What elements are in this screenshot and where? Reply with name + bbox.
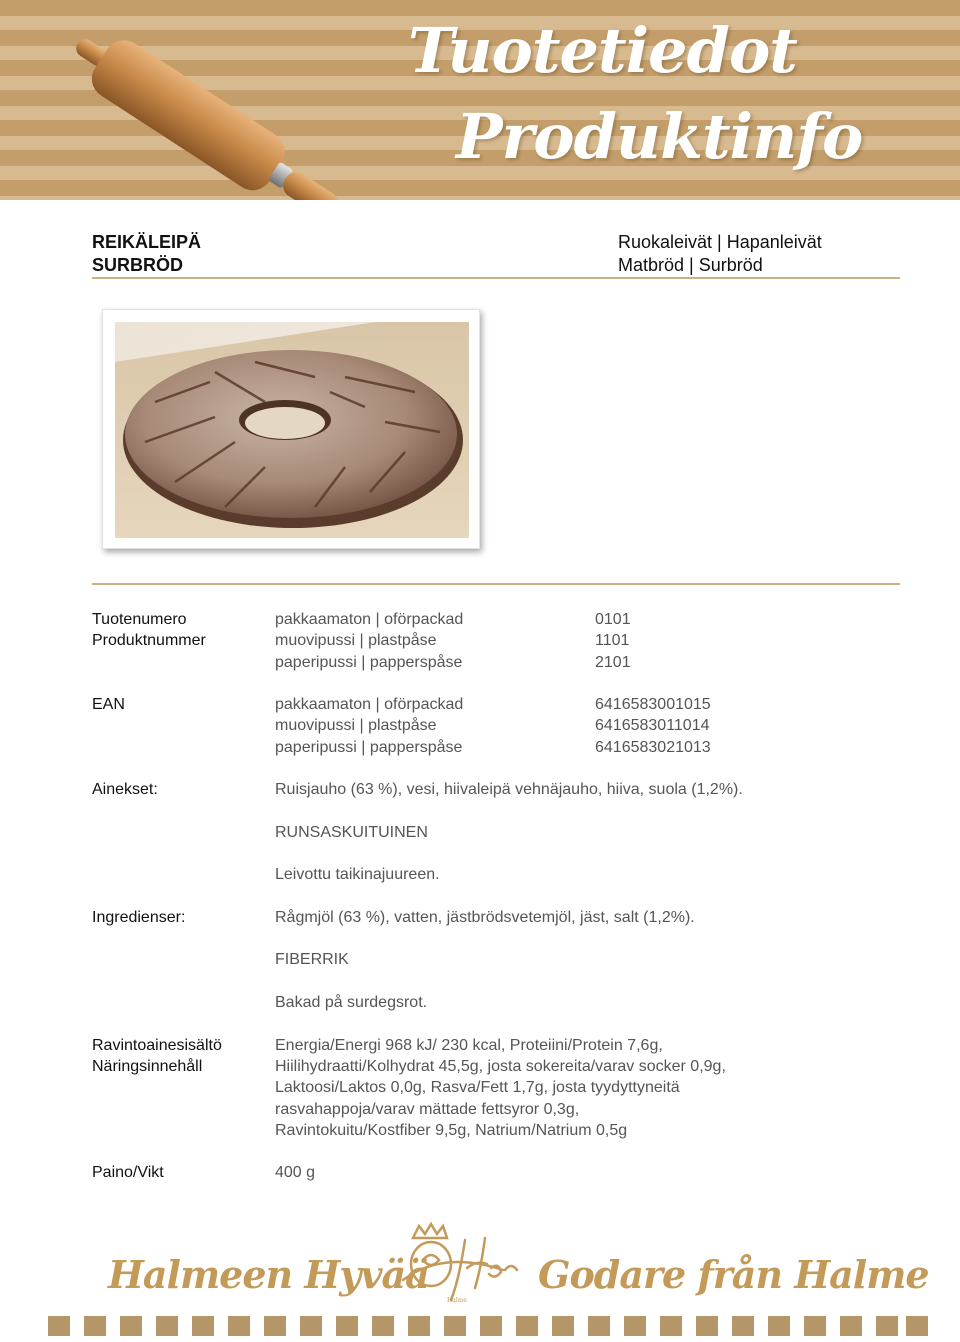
border-square [552,1316,574,1336]
product-name [92,231,201,277]
product-number-code: 2101 [595,654,631,671]
nutrition-line: Energia/Energi 968 kJ/ 230 kcal, Proteiini/Protein 7,6g, [275,1037,663,1054]
border-square [48,1316,70,1336]
halme-logo-text: Halme [447,1297,467,1304]
ingredients-sv-note: Bakad på surdegsrot. [275,994,428,1011]
border-square [408,1316,430,1336]
ingredients-sv-claim: FIBERRIK [275,951,349,968]
ean-code: 6416583001015 [595,696,711,713]
ean-label: EAN [92,696,125,713]
ean-code: 6416583011014 [595,717,710,734]
border-square [732,1316,754,1336]
border-square [624,1316,646,1336]
ingredients-fi-text: Ruisjauho (63 %), vesi, hiivaleipä vehnäjauho, hiiva, suola (1,2%). [275,781,743,798]
product-number-pack: paperipussi | papperspåse [275,654,463,671]
border-square [192,1316,214,1336]
product-name-fi: REIKÄLEIPÄ [92,232,202,252]
ean-pack: muovipussi | plastpåse [275,717,437,734]
ingredients-sv-label: Ingredienser: [92,909,186,926]
ingredients-sv-text: Rågmjöl (63 %), vatten, jästbrödsvetemjöl, jäst, salt (1,2%). [275,909,695,926]
ingredients-fi-label: Ainekset: [92,781,158,798]
border-square [840,1316,862,1336]
ean-code: 6416583021013 [595,739,711,756]
border-square [588,1316,610,1336]
product-number-code: 0101 [595,611,631,628]
divider-middle [92,583,900,585]
product-number-label-sv: Produktnummer [92,632,206,649]
border-square [156,1316,178,1336]
rolling-pin-illustration [60,38,390,200]
nutrition-line: Ravintokuitu/Kostfiber 9,5g, Natrium/Natrium 0,5g [275,1122,628,1139]
ingredients-fi-claim: RUNSASKUITUINEN [275,824,428,841]
border-square [768,1316,790,1336]
ingredients-fi-note: Leivottu taikinajuureen. [275,866,440,883]
divider-top [92,277,900,279]
border-square [876,1316,898,1336]
nutrition-line: Laktoosi/Laktos 0,0g, Rasva/Fett 1,7g, josta tyydyttyneitä [275,1079,680,1096]
footer-square-border [48,1316,928,1336]
border-square [516,1316,538,1336]
border-square [84,1316,106,1336]
border-square [120,1316,142,1336]
product-photo-frame [102,309,480,549]
border-square [372,1316,394,1336]
product-category [618,231,822,277]
border-square [264,1316,286,1336]
weight-value: 400 g [275,1164,316,1181]
nutrition-line: rasvahappoja/varav mättade fettsyror 0,3g, [275,1101,580,1118]
halme-logo-icon [395,1220,525,1310]
product-number-code: 1101 [595,632,630,649]
border-square [660,1316,682,1336]
product-name-sv: SURBRÖD [92,255,184,275]
product-category-sv: Matbröd | Surbröd [618,255,763,275]
product-number-pack: pakkaamaton | oförpackad [275,611,464,628]
nutrition-label-sv: Näringsinnehåll [92,1058,203,1075]
product-category-fi: Ruokaleivät | Hapanleivät [618,232,822,252]
product-photo [115,322,469,538]
footer-slogan-fi: Halmeen Hyvää [108,1252,429,1297]
product-number-label-fi: Tuotenumero [92,611,187,628]
border-square [228,1316,250,1336]
nutrition-label-fi: Ravintoainesisältö [92,1037,222,1054]
nutrition-line: Hiilihydraatti/Kolhydrat 45,5g, josta sokereita/varav socker 0,9g, [275,1058,726,1075]
ean-pack: paperipussi | papperspåse [275,739,463,756]
page-title-sv: Produktinfo [456,100,863,173]
border-square [696,1316,718,1336]
border-square [336,1316,358,1336]
product-number-pack: muovipussi | plastpåse [275,632,437,649]
weight-label: Paino/Vikt [92,1164,164,1181]
page-title-fi: Tuotetiedot [408,14,797,87]
border-square [444,1316,466,1336]
header-banner [0,0,960,200]
border-square [906,1316,928,1336]
border-square [480,1316,502,1336]
border-square [804,1316,826,1336]
footer-slogan-sv: Godare från Halme [538,1252,929,1297]
ean-pack: pakkaamaton | oförpackad [275,696,464,713]
border-square [300,1316,322,1336]
